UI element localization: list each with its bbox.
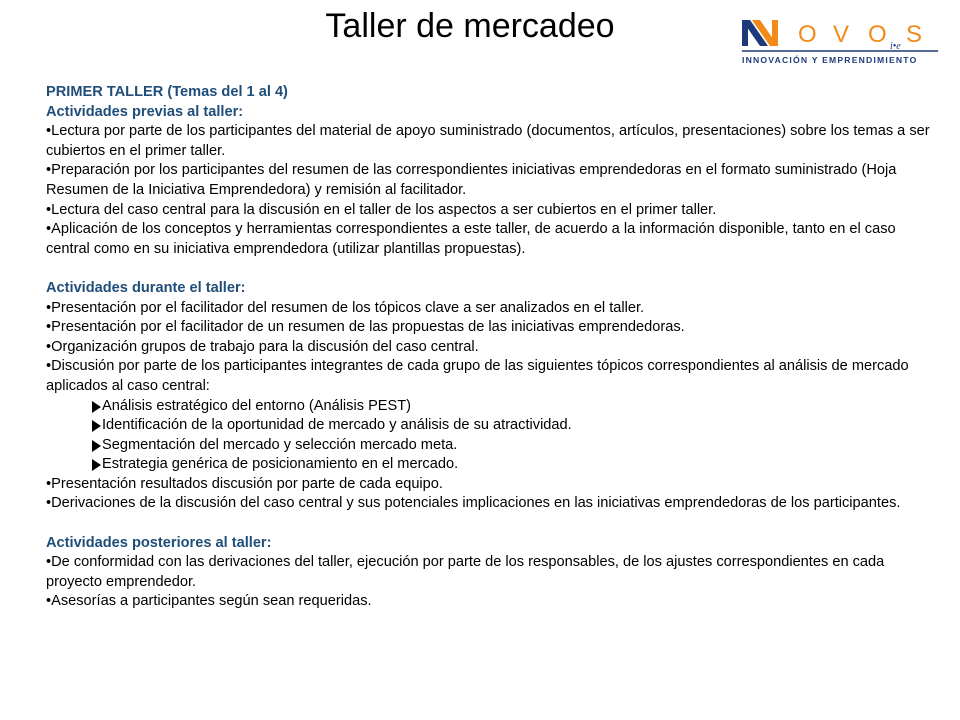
logo-letter-o2: O <box>868 21 887 48</box>
novos-logo-graphic <box>738 16 943 68</box>
sub-list-item <box>46 455 934 475</box>
section-heading-posteriores: Actividades posteriores al taller: <box>46 534 272 551</box>
sub-list-item-text: Estrategia genérica de posicionamiento en el mercado. <box>102 456 459 473</box>
list-item: •Derivaciones de la discusión del caso central y sus potenciales implicaciones en las iniciativas emprendedoras de los participantes. <box>46 495 901 512</box>
list-item: •Preparación por los participantes del resumen de las correspondientes iniciativas emprendedoras en el formato suministrado (Hoja Resumen de la Iniciativa Emprendedora) y remisión al facilitador. <box>46 162 897 198</box>
sub-list-item-text: Identificación de la oportunidad de mercado y análisis de su atractividad. <box>102 417 572 434</box>
arrow-bullet-icon <box>92 440 101 452</box>
arrow-bullet-icon <box>92 420 101 432</box>
workshop-title: PRIMER TALLER (Temas del 1 al 4) <box>46 84 288 100</box>
list-item: •Organización grupos de trabajo para la discusión del caso central. <box>46 338 479 355</box>
arrow-bullet-icon <box>92 459 101 471</box>
list-item: •Discusión por parte de los participantes integrantes de cada grupo de las siguientes tópicos correspondientes al análisis de mercado aplicados al caso central: <box>46 358 909 394</box>
list-item: •Presentación por el facilitador de un resumen de las propuestas de las iniciativas emprendedoras. <box>46 319 685 336</box>
logo-tagline: INNOVACIÓN Y EMPRENDIMIENTO <box>742 55 918 65</box>
sub-list-item-text: Segmentación del mercado y selección mercado meta. <box>102 436 458 453</box>
novos-logo <box>738 16 943 68</box>
list-item: •Presentación por el facilitador del resumen de los tópicos clave a ser analizados en el taller. <box>46 299 645 316</box>
list-item: •Presentación resultados discusión por parte de cada equipo. <box>46 475 443 492</box>
logo-letter-s: S <box>906 21 923 48</box>
sub-list-item-text: Análisis estratégico del entorno (Análisis PEST) <box>102 397 412 414</box>
list-item: •Asesorías a participantes según sean requeridas. <box>46 593 372 610</box>
sub-list-item <box>46 397 934 417</box>
logo-suffix: i•e <box>890 41 901 52</box>
list-item: •De conformidad con las derivaciones del taller, ejecución por parte de los responsables, de los ajustes correspondientes en cada proyecto emprendedor. <box>46 554 885 590</box>
list-item: •Aplicación de los conceptos y herramientas correspondientes a este taller, de acuerdo a la información disponible, tanto en el caso central como en su iniciativa emprendedora (utilizar plantillas propuestas). <box>46 221 896 257</box>
sub-list-item <box>46 436 934 456</box>
sub-list-item <box>46 416 934 436</box>
arrow-bullet-icon <box>92 401 101 413</box>
section-heading-previas: Actividades previas al taller: <box>46 103 244 120</box>
spacer <box>46 514 934 534</box>
list-item: •Lectura por parte de los participantes del material de apoyo suministrado (documentos, artículos, presentaciones) sobre los temas a ser cubiertos en el primer taller. <box>46 123 930 159</box>
workshop-content <box>46 83 934 612</box>
logo-letter-o1: O <box>798 21 819 48</box>
logo-letter-v: V <box>833 21 850 48</box>
page-title: Taller de mercadeo <box>325 7 615 45</box>
logo-n-right-bar <box>772 20 778 46</box>
section-heading-durante: Actividades durante el taller: <box>46 279 246 296</box>
list-item: •Lectura del caso central para la discusión en el taller de los aspectos a ser cubiertos en el primer taller. <box>46 201 717 218</box>
spacer <box>46 259 934 279</box>
